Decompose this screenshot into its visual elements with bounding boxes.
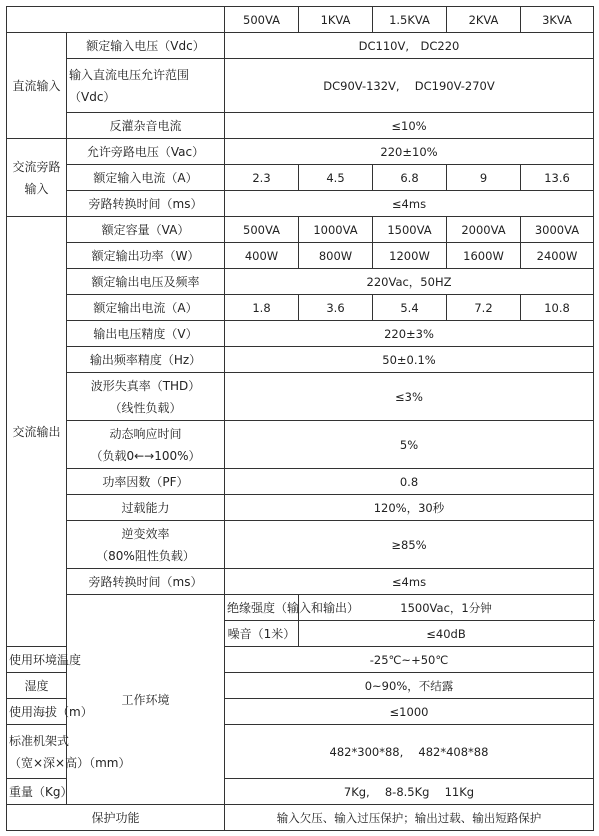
header-3kva: 3KVA — [521, 7, 594, 33]
inverter-efficiency-value: ≥85% — [225, 521, 594, 569]
protection-value: 输入欠压、输入过压保护；输出过载、输出短路保护 — [225, 805, 594, 831]
power-1-5kva: 1200W — [373, 243, 447, 269]
ambient-temperature-label: 使用环境温度 — [7, 647, 67, 673]
inverter-efficiency-label-line2: （80%阻性负载） — [96, 548, 195, 563]
rack-dimensions-label-line1: 标准机架式 — [9, 733, 70, 748]
group-ac-bypass-line1: 交流旁路 — [12, 159, 61, 174]
bypass-transfer-time-label: 旁路转换时间（ms） — [67, 191, 225, 217]
rated-input-voltage-label: 额定输入电压（Vdc） — [67, 33, 225, 59]
input-current-1kva: 4.5 — [299, 165, 373, 191]
capacity-1kva: 1000VA — [299, 217, 373, 243]
thd-value: ≤3% — [225, 373, 594, 421]
table-row — [7, 295, 594, 321]
rated-output-power-label: 额定输出功率（W） — [67, 243, 225, 269]
noise-label: 噪音（1米） — [225, 621, 299, 647]
header-1-5kva: 1.5KVA — [373, 7, 447, 33]
output-current-3kva: 10.8 — [521, 295, 594, 321]
dc-voltage-range-label — [67, 59, 225, 113]
group-ac-bypass-line2: 输入 — [24, 181, 49, 196]
power-500va: 400W — [225, 243, 299, 269]
inverter-efficiency-label — [67, 521, 225, 569]
altitude-value: ≤1000 — [225, 699, 594, 725]
output-current-2kva: 7.2 — [447, 295, 521, 321]
table-row — [7, 139, 594, 165]
rated-input-current-label: 额定输入电流（A） — [67, 165, 225, 191]
dc-voltage-range-label-line1: 输入直流电压允许范围 — [69, 67, 190, 82]
overload-capacity-value: 120%，30秒 — [225, 495, 594, 521]
table-row — [7, 521, 594, 569]
input-current-500va: 2.3 — [225, 165, 299, 191]
group-ac-bypass — [7, 139, 67, 217]
humidity-value: 0~90%，不结露 — [225, 673, 594, 699]
input-current-2kva: 9 — [447, 165, 521, 191]
group-environment: 工作环境 — [67, 595, 225, 805]
thd-label-line2: （线性负载） — [109, 400, 182, 415]
overload-capacity-label: 过载能力 — [67, 495, 225, 521]
header-500va: 500VA — [225, 7, 299, 33]
table-row — [7, 569, 594, 595]
input-current-3kva: 13.6 — [521, 165, 594, 191]
table-row — [7, 321, 594, 347]
dc-voltage-range-label-line2: （Vdc） — [69, 89, 116, 104]
capacity-1-5kva: 1500VA — [373, 217, 447, 243]
reflected-ripple-label: 反灌杂音电流 — [67, 113, 225, 139]
header-2kva: 2KVA — [447, 7, 521, 33]
dynamic-response-label-line1: 动态响应时间 — [109, 426, 182, 441]
power-factor-value: 0.8 — [225, 469, 594, 495]
weight-label: 重量（Kg） — [7, 779, 67, 805]
capacity-500va: 500VA — [225, 217, 299, 243]
table-row — [7, 191, 594, 217]
output-transfer-time-label: 旁路转换时间（ms） — [67, 569, 225, 595]
output-current-500va: 1.8 — [225, 295, 299, 321]
table-row — [7, 113, 594, 139]
altitude-label: 使用海拔（m） — [7, 699, 67, 725]
spec-table — [6, 6, 594, 831]
output-current-1kva: 3.6 — [299, 295, 373, 321]
output-current-1-5kva: 5.4 — [373, 295, 447, 321]
output-volt-freq-value: 220Vac，50HZ — [225, 269, 594, 295]
output-frequency-accuracy-label: 输出频率精度（Hz） — [67, 347, 225, 373]
reflected-ripple-value: ≤10% — [225, 113, 594, 139]
rated-output-current-label: 额定输出电流（A） — [67, 295, 225, 321]
output-transfer-time-value: ≤4ms — [225, 569, 594, 595]
dynamic-response-value: 5% — [225, 421, 594, 469]
dynamic-response-label-line2: （负载0←→100%） — [90, 448, 201, 463]
protection-label: 保护功能 — [7, 805, 225, 831]
header-blank — [7, 7, 225, 33]
bypass-transfer-time-value: ≤4ms — [225, 191, 594, 217]
bypass-voltage-value: 220±10% — [225, 139, 594, 165]
noise-value: ≤40dB — [299, 621, 594, 647]
input-current-1-5kva: 6.8 — [373, 165, 447, 191]
inverter-efficiency-label-line1: 逆变效率 — [121, 526, 170, 541]
header-row — [7, 7, 594, 33]
capacity-2kva: 2000VA — [447, 217, 521, 243]
table-row — [7, 495, 594, 521]
rack-dimensions-value: 482*300*88, 482*408*88 — [225, 725, 594, 779]
table-row — [7, 217, 594, 243]
power-3kva: 2400W — [521, 243, 594, 269]
power-factor-label: 功率因数（PF） — [67, 469, 225, 495]
thd-label-line1: 波形失真率（THD） — [90, 378, 201, 393]
table-row — [7, 421, 594, 469]
table-row — [7, 33, 594, 59]
group-dc-input: 直流输入 — [7, 33, 67, 139]
output-volt-freq-label: 额定输出电压及频率 — [67, 269, 225, 295]
output-voltage-accuracy-label: 输出电压精度（V） — [67, 321, 225, 347]
table-row — [7, 805, 594, 831]
rated-input-voltage-value: DC110V, DC220 — [225, 33, 594, 59]
table-row — [7, 373, 594, 421]
insulation-strength-value: 1500Vac，1分钟 — [299, 595, 594, 621]
table-row — [7, 165, 594, 191]
table-row — [7, 469, 594, 495]
table-row — [7, 243, 594, 269]
humidity-label: 湿度 — [7, 673, 67, 699]
insulation-strength-label: 绝缘强度（输入和输出） — [225, 595, 299, 621]
output-frequency-accuracy-value: 50±0.1% — [225, 347, 594, 373]
power-1kva: 800W — [299, 243, 373, 269]
table-row — [7, 59, 594, 113]
weight-value: 7Kg, 8-8.5Kg 11Kg — [225, 779, 594, 805]
rack-dimensions-label-line2: （宽×深×高）（mm） — [9, 755, 131, 770]
group-ac-output: 交流输出 — [7, 217, 67, 647]
dynamic-response-label — [67, 421, 225, 469]
output-voltage-accuracy-value: 220±3% — [225, 321, 594, 347]
table-row — [7, 269, 594, 295]
ambient-temperature-value: -25℃~+50℃ — [225, 647, 594, 673]
dc-voltage-range-value: DC90V-132V, DC190V-270V — [225, 59, 594, 113]
rack-dimensions-label — [7, 725, 131, 779]
rated-capacity-label: 额定容量（VA） — [67, 217, 225, 243]
power-2kva: 1600W — [447, 243, 521, 269]
bypass-voltage-label: 允许旁路电压（Vac） — [67, 139, 225, 165]
thd-label — [67, 373, 225, 421]
table-row — [7, 595, 594, 621]
table-row — [7, 347, 594, 373]
header-1kva: 1KVA — [299, 7, 373, 33]
capacity-3kva: 3000VA — [521, 217, 594, 243]
